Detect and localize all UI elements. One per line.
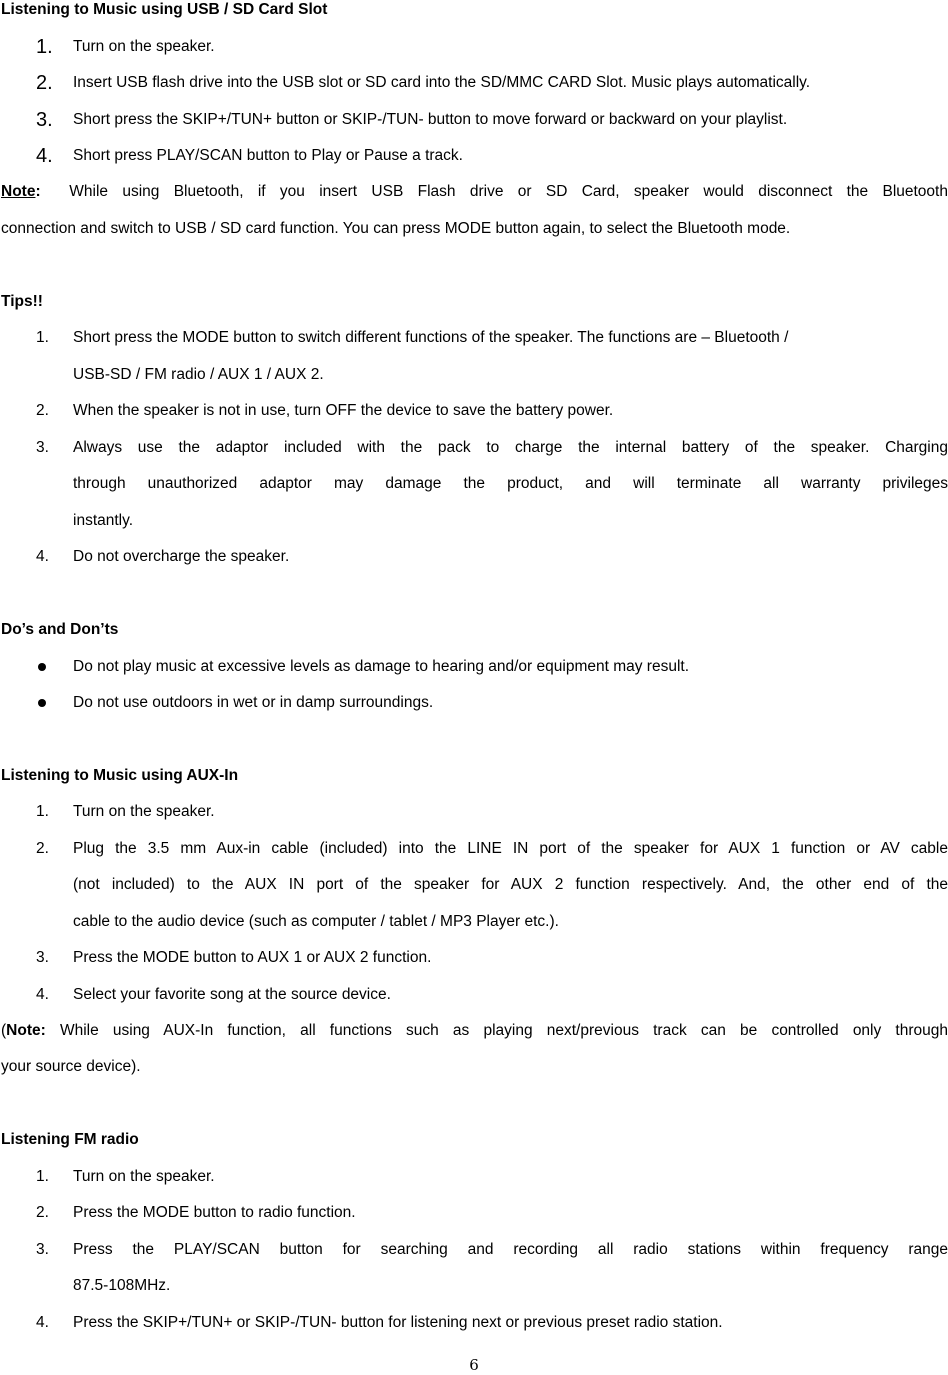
list-text: Turn on the speaker. (73, 1168, 215, 1185)
list-text: USB-SD / FM radio / AUX 1 / AUX 2. (73, 366, 324, 383)
page-number: 6 (469, 1356, 479, 1374)
aux-note-line-2: your source device). (1, 1058, 141, 1075)
list-text: Short press the MODE button to switch different functions of the speaker. The functions are – Bluetooth / (73, 329, 789, 346)
list-text: When the speaker is not in use, turn OFF the device to save the battery power. (73, 402, 614, 419)
list-number: 3. (36, 439, 49, 456)
note-text: While using AUX-In function, all functions such as playing next/previous track can be controlled only through (45, 1022, 948, 1039)
list-text: instantly. (73, 512, 134, 529)
list-text: Turn on the speaker. (73, 803, 215, 820)
section-heading-tips: Tips!! (1, 293, 43, 310)
list-text: Select your favorite song at the source device. (73, 986, 391, 1003)
list-number: 1. (36, 1168, 49, 1185)
list-text: Turn on the speaker. (73, 38, 215, 55)
list-text: Press the PLAY/SCAN button for searching and recording all radio stations within frequency range (73, 1241, 948, 1258)
list-number: 4. (36, 986, 49, 1003)
list-number: 4. (36, 548, 49, 565)
list-text: Press the MODE button to AUX 1 or AUX 2 function. (73, 949, 432, 966)
section-heading-fm: Listening FM radio (1, 1131, 139, 1148)
list-number: 4. (36, 145, 53, 167)
list-number: 4. (36, 1314, 49, 1331)
list-number: 1. (36, 36, 53, 58)
list-text: Short press the SKIP+/TUN+ button or SKIP-/TUN- button to move forward or backward on your playlist. (73, 111, 788, 128)
note-label: Note: (6, 1022, 46, 1039)
note-text: While using Bluetooth, if you insert USB Flash drive or SD Card, speaker would disconnect the Bluetooth (69, 183, 948, 200)
list-number: 3. (36, 1241, 49, 1258)
note-open-paren: ( (1, 1022, 7, 1039)
list-text: Short press PLAY/SCAN button to Play or Pause a track. (73, 147, 463, 164)
list-number: 2. (36, 402, 49, 419)
list-number: 3. (36, 109, 53, 131)
list-text: cable to the audio device (such as computer / tablet / MP3 Player etc.). (73, 913, 559, 930)
list-text: 87.5-108MHz. (73, 1277, 171, 1294)
section-heading-aux: Listening to Music using AUX-In (1, 767, 239, 784)
list-number: 1. (36, 803, 49, 820)
list-text: Plug the 3.5 mm Aux-in cable (included) into the LINE IN port of the speaker for AUX 1 function or AV cable (73, 840, 948, 857)
list-text: Press the SKIP+/TUN+ or SKIP-/TUN- button for listening next or previous preset radio station. (73, 1314, 723, 1331)
usb-note-line-2: connection and switch to USB / SD card function. You can press MODE button again, to select the Bluetooth mode. (1, 220, 791, 237)
list-number: 1. (36, 329, 49, 346)
list-number: 2. (36, 72, 53, 94)
aux-note-line-1 (1, 1021, 948, 1041)
list-text: Press the MODE button to radio function. (73, 1204, 356, 1221)
list-text: Insert USB flash drive into the USB slot or SD card into the SD/MMC CARD Slot. Music plays automatically. (73, 74, 811, 91)
list-number: 3. (36, 949, 49, 966)
bullet-text: Do not play music at excessive levels as damage to hearing and/or equipment may result. (73, 658, 690, 675)
list-number: 2. (36, 840, 49, 857)
list-text: Do not overcharge the speaker. (73, 548, 290, 565)
section-heading-dos: Do’s and Don’ts (1, 621, 119, 638)
list-text: Always use the adaptor included with the pack to charge the internal battery of the speaker. Charging (73, 439, 948, 456)
bullet-icon (38, 663, 46, 671)
bullet-text: Do not use outdoors in wet or in damp surroundings. (73, 694, 434, 711)
list-number: 2. (36, 1204, 49, 1221)
list-text: through unauthorized adaptor may damage the product, and will terminate all warranty privileges (73, 475, 948, 492)
usb-note-line-1 (1, 182, 948, 202)
note-label: Note (1, 183, 36, 200)
bullet-icon (38, 699, 46, 707)
note-colon: : (35, 183, 41, 200)
section-heading-usb: Listening to Music using USB / SD Card Slot (1, 1, 328, 18)
list-text: (not included) to the AUX IN port of the speaker for AUX 2 function respectively. And, the other end of the (73, 876, 948, 893)
